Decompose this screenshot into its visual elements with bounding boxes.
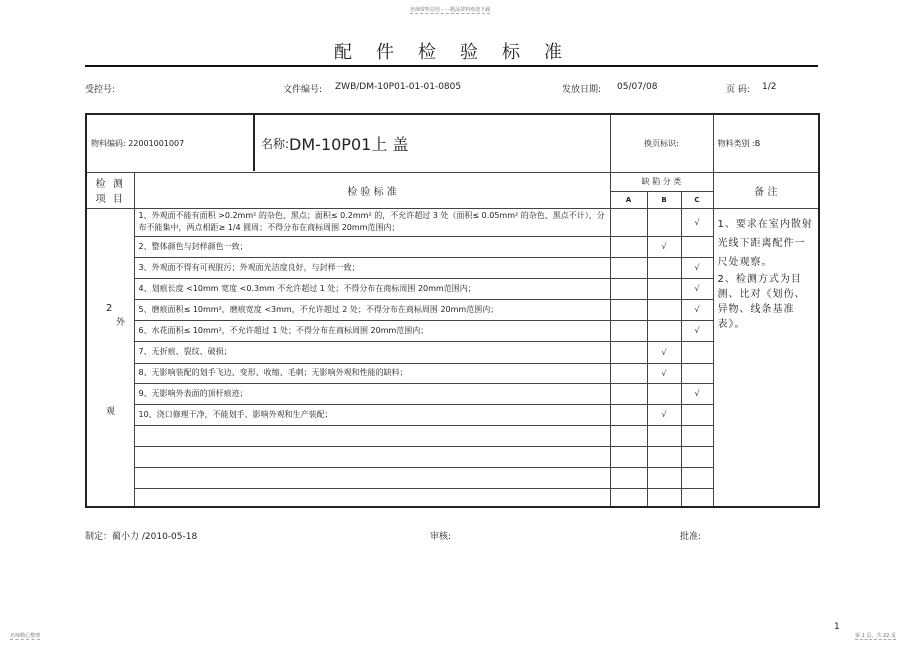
grade-a-cell: [610, 208, 647, 236]
grade-a-cell: [610, 341, 647, 363]
grade-a-cell: [610, 425, 647, 446]
grade-b-cell: [647, 299, 681, 320]
table-row: [86, 299, 819, 320]
grade-c-cell: [681, 488, 713, 507]
standard-text: 9、无影响外表面的顶杆痕迹；: [134, 383, 610, 404]
issue-date-label: 发放日期:: [562, 85, 602, 95]
standard-text: 5、磨痕面积≤ 10mm²，磨痕宽度 <3mm，不允许超过 2 处；不得分布在商标周围 20mm范围内；: [134, 299, 610, 320]
grade-b-cell: [647, 467, 681, 488]
title-rule: [85, 65, 818, 67]
page-title: 配件检验标准: [334, 42, 586, 63]
approve-label: 批准:: [680, 532, 702, 542]
standard-text: [134, 446, 610, 467]
page-mark: 换页标识:: [610, 114, 713, 172]
grade-c-cell: [681, 446, 713, 467]
grade-b-header: B: [647, 191, 681, 208]
table-row: [86, 363, 819, 383]
check-mark-c: √: [681, 278, 713, 299]
grade-b-cell: [647, 425, 681, 446]
notes-cell: [713, 208, 819, 507]
footer-left-tag: 名师精心整理: [10, 633, 41, 639]
standard-text: 3、外观面不得有可视脏污；外观面光洁度良好，与封样一致；: [134, 257, 610, 278]
page-label: 页 码:: [726, 85, 750, 95]
material-name: DM-10P01上 盖: [289, 134, 409, 154]
grade-c-cell: [681, 467, 713, 488]
grade-b-cell: [647, 320, 681, 341]
standard-text: [134, 488, 610, 507]
standard-header: 检 验 标 准: [134, 172, 610, 208]
grade-c-cell: [681, 425, 713, 446]
grade-a-cell: [610, 383, 647, 404]
standard-text: 8、无影响装配的划手飞边、变形、收缩、毛刺；无影响外观和性能的缺料；: [134, 363, 610, 383]
table-row: [86, 257, 819, 278]
item-header: 检 测 项 目: [86, 172, 134, 208]
table-row: [86, 467, 819, 488]
grade-c-cell: [681, 404, 713, 425]
check-mark-c: √: [681, 257, 713, 278]
top-banner: 名师资料总结 - - -精品资料欢迎下载: [410, 7, 491, 13]
grade-c-cell: [681, 341, 713, 363]
check-mark-c: √: [681, 383, 713, 404]
note-2: 2、检测方式为目测、比对《划伤、异物、线条基准表》。: [717, 273, 806, 330]
made-by: 制定：蔺小力 /2010-05-18: [85, 532, 198, 542]
name-label: 名称:: [261, 136, 290, 151]
grade-a-cell: [610, 320, 647, 341]
note-1: 1、要求在室内散射光线下距离配件一尺处观察。: [717, 218, 813, 268]
check-mark-c: √: [681, 320, 713, 341]
grade-a-cell: [610, 446, 647, 467]
table-row: [86, 208, 819, 236]
standard-text: 2、整体颜色与封样颜色一致；: [134, 236, 610, 257]
control-no-label: 受控号:: [85, 85, 116, 95]
grade-b-cell: [647, 257, 681, 278]
table-row: [86, 278, 819, 299]
standard-text: [134, 425, 610, 446]
inspection-table: [85, 113, 820, 508]
grade-b-cell: [647, 383, 681, 404]
grade-c-cell: [681, 363, 713, 383]
table-row: [86, 236, 819, 257]
footer-right-tag: 第 1 页，共 22 页: [855, 633, 896, 639]
table-row: [86, 320, 819, 341]
check-mark-b: √: [647, 236, 681, 257]
standard-text: [134, 467, 610, 488]
table-row: [86, 446, 819, 467]
check-mark-c: √: [681, 208, 713, 236]
grade-b-cell: [647, 208, 681, 236]
grade-a-cell: [610, 236, 647, 257]
material-code: 物料编码: 22001001007: [87, 115, 255, 171]
grade-a-cell: [610, 299, 647, 320]
grade-b-cell: [647, 488, 681, 507]
item-number: 2: [106, 302, 113, 314]
standard-text: 4、划痕长度 <10mm 宽度 <0.3mm 不允许超过 1 处；不得分布在商标周围 20mm范围内；: [134, 278, 610, 299]
grade-c-header: C: [681, 191, 713, 208]
material-category: 物料类别 :B: [713, 114, 819, 172]
check-mark-b: √: [647, 341, 681, 363]
check-mark-b: √: [647, 404, 681, 425]
grade-a-cell: [610, 278, 647, 299]
defect-header: 缺 陷 分 类: [610, 172, 713, 191]
page-number: 1: [834, 622, 840, 632]
table-row: [86, 425, 819, 446]
table-row: [86, 341, 819, 363]
table-row: [86, 383, 819, 404]
grade-a-cell: [610, 404, 647, 425]
review-label: 审核:: [430, 532, 452, 542]
grade-a-cell: [610, 257, 647, 278]
item-char-1: 外: [116, 317, 126, 328]
item-cell: [86, 208, 134, 507]
standard-text: 1、外观面不能有面积 >0.2mm² 的杂色、黑点；面积≤ 0.2mm² 的，不允许超过 3 处（面积≤ 0.05mm² 的杂色、黑点不计），分布不能集中，两点相距≥ 1/4 圆周；不得分布在商标周围 20mm范围内；: [134, 208, 610, 236]
grade-a-header: A: [610, 191, 647, 208]
notes-header: 备 注: [713, 172, 819, 208]
grade-c-cell: [681, 236, 713, 257]
grade-a-cell: [610, 488, 647, 507]
grade-b-cell: [647, 446, 681, 467]
check-mark-b: √: [647, 363, 681, 383]
page-value: 1/2: [762, 82, 777, 92]
header-code-name: [86, 114, 610, 172]
table-row: [86, 404, 819, 425]
grade-a-cell: [610, 467, 647, 488]
issue-date: 05/07/08: [617, 82, 658, 92]
check-mark-c: √: [681, 299, 713, 320]
grade-b-cell: [647, 278, 681, 299]
standard-text: 6、水花面积≤ 10mm²，不允许超过 1 处；不得分布在商标周围 20mm范围内；: [134, 320, 610, 341]
doc-no-label: 文件编号:: [283, 85, 323, 95]
table-row: [86, 488, 819, 507]
doc-no: ZWB/DM-10P01-01-01-0805: [335, 82, 462, 92]
item-char-2: 观: [106, 406, 116, 417]
grade-a-cell: [610, 363, 647, 383]
standard-text: 7、无折痕、裂纹、破损；: [134, 341, 610, 363]
standard-text: 10、浇口修理干净，不能划手、影响外观和生产装配；: [134, 404, 610, 425]
